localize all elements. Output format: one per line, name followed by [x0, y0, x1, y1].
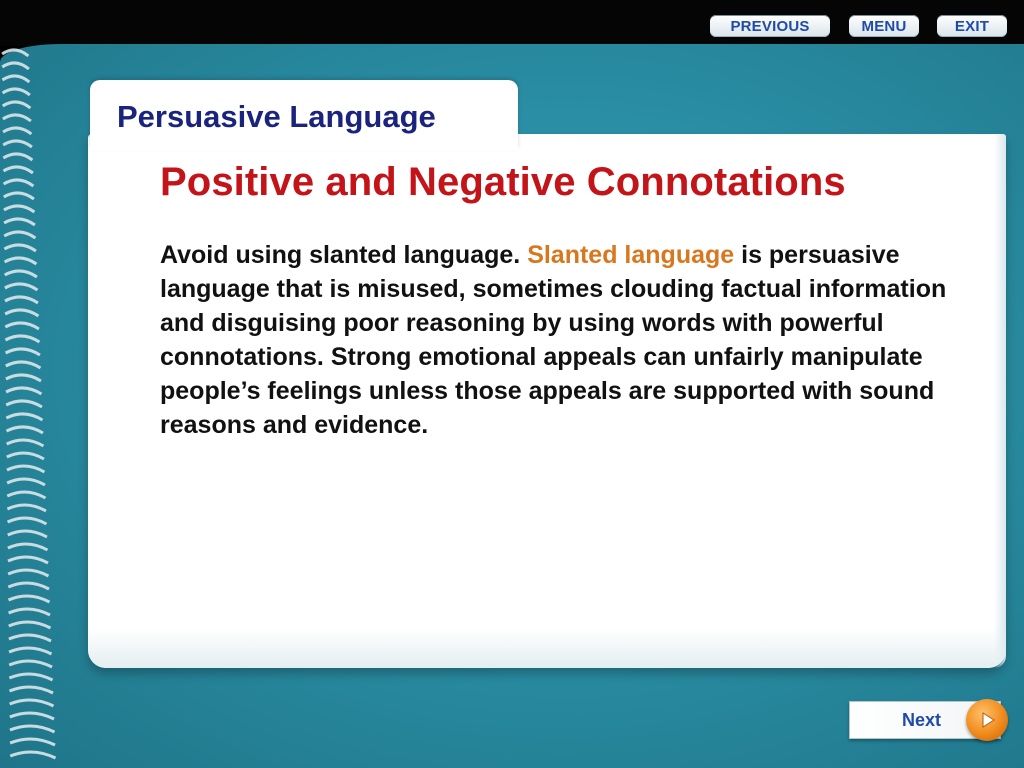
spiral-coil — [5, 258, 37, 264]
spiral-coil — [6, 349, 40, 355]
spiral-coil — [2, 76, 29, 82]
spiral-coil — [10, 752, 55, 758]
spiral-coil — [4, 245, 36, 251]
spiral-coil — [8, 570, 48, 576]
spiral-coil — [3, 128, 31, 134]
spiral-coil — [8, 518, 47, 524]
spiral-coil — [3, 141, 32, 147]
spiral-coil — [9, 622, 51, 628]
spiral-coil — [5, 336, 39, 342]
slide-heading: Positive and Negative Connotations — [160, 160, 846, 204]
spiral-coil — [7, 479, 45, 485]
spiral-coil — [7, 440, 44, 446]
spiral-coil — [7, 492, 45, 498]
spiral-coil — [10, 739, 55, 745]
card-edge-shade — [994, 134, 1006, 668]
spiral-coil — [5, 323, 39, 329]
spiral-coil — [8, 531, 47, 537]
spiral-coil — [9, 609, 50, 615]
spiral-coil — [6, 414, 42, 420]
spiral-coil — [4, 206, 34, 212]
spiral-coil — [3, 167, 32, 173]
menu-button[interactable]: MENU — [849, 15, 919, 37]
spiral-coil — [7, 466, 45, 472]
spiral-coil — [5, 310, 38, 316]
spiral-coil — [10, 700, 54, 706]
spiral-coil — [6, 401, 42, 407]
previous-button[interactable]: PREVIOUS — [710, 15, 830, 37]
spiral-coil — [4, 232, 35, 238]
spiral-coil — [9, 661, 52, 667]
section-tab-title: Persuasive Language — [117, 99, 436, 134]
card-bottom-shade — [88, 628, 1006, 668]
spiral-coil — [4, 219, 35, 225]
spiral-coil — [6, 375, 41, 381]
spiral-coil — [4, 193, 34, 199]
spiral-coil — [2, 50, 28, 56]
highlighted-term: Slanted language — [527, 241, 735, 269]
spiral-coil — [6, 427, 42, 433]
spiral-coil — [4, 180, 34, 186]
next-button-label: Next — [902, 710, 942, 730]
spiral-coil — [10, 687, 54, 693]
spiral-coil — [7, 505, 46, 511]
body-intro: Avoid using slanted language. — [160, 241, 528, 269]
spiral-coil — [8, 544, 48, 550]
spiral-coil — [3, 154, 32, 160]
play-arrow-icon[interactable] — [966, 699, 1008, 741]
spiral-coil — [10, 713, 54, 719]
spiral-coil — [3, 102, 31, 108]
spiral-coil — [3, 89, 30, 95]
exit-button[interactable]: EXIT — [937, 15, 1007, 37]
spiral-coil — [10, 726, 55, 732]
spiral-coil — [5, 297, 38, 303]
body-rest: is persuasive language that is misused, sometimes clouding factual information and disguising poor reasoning by using words with powerful connotations. Strong emotional appeals can unfairly manipulate people’s feelings unless those appeals are supported with sound reasons and evidence. — [160, 241, 947, 439]
spiral-coil — [9, 635, 51, 641]
spiral-coil — [6, 362, 41, 368]
spiral-coil — [3, 115, 31, 121]
spiral-coil — [5, 271, 37, 277]
spiral-coil — [9, 648, 51, 654]
spiral-coil — [8, 583, 49, 589]
spiral-coil — [2, 63, 29, 69]
spiral-coil — [8, 557, 48, 563]
spiral-coil — [6, 388, 41, 394]
slide-body-text — [160, 238, 960, 442]
spiral-coil — [8, 596, 49, 602]
spiral-coil — [7, 453, 44, 459]
spiral-coil — [5, 284, 38, 290]
spiral-coil — [9, 674, 52, 680]
